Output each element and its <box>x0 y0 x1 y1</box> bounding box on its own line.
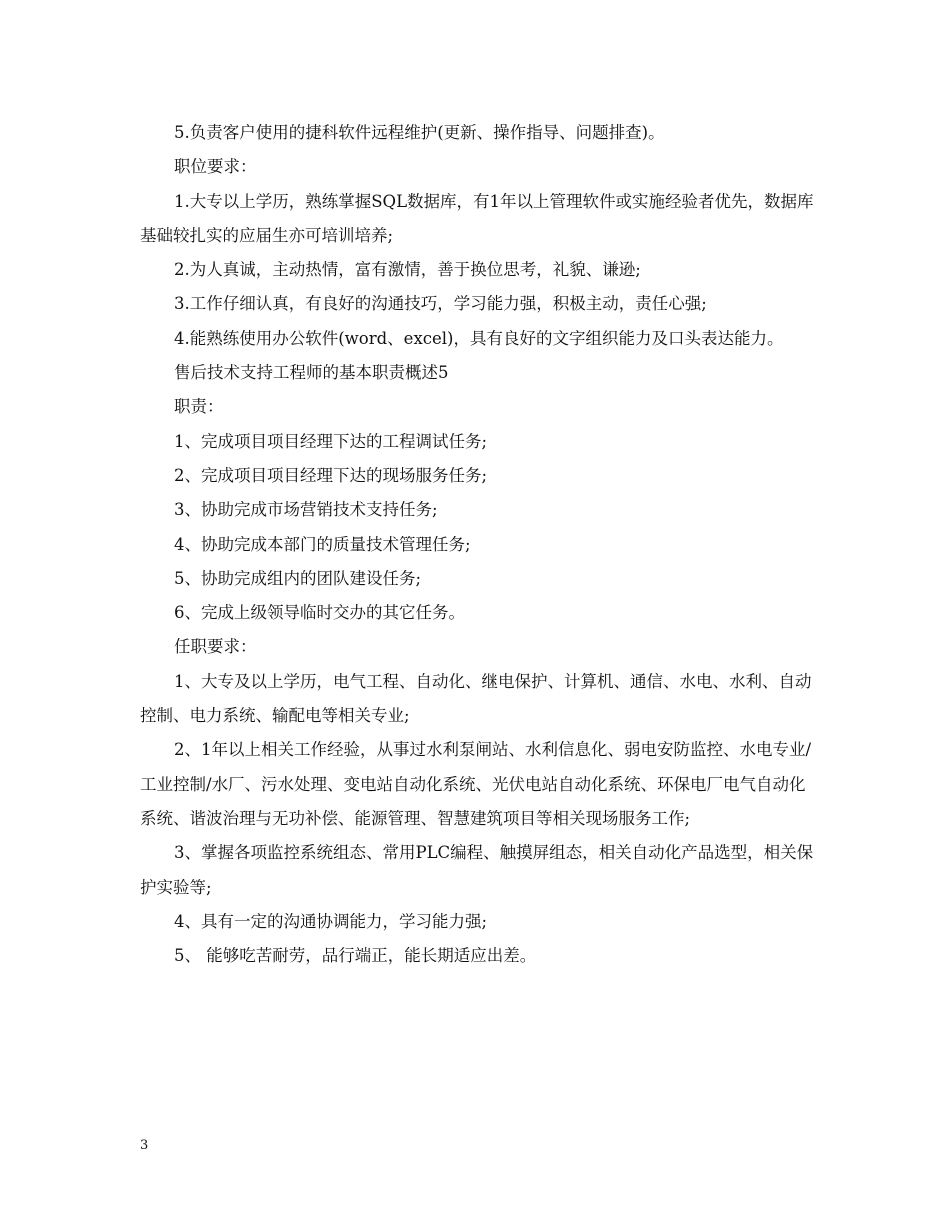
heading-position-requirements: 职位要求： <box>174 157 257 177</box>
document-body <box>140 116 816 973</box>
paragraph-job-requirement-3: 3、掌握各项监控系统组态、常用PLC编程、触摸屏组态，相关自动化产品选型，相关保护实验等; <box>140 843 814 897</box>
paragraph-requirement-4: 4.能熟练使用办公软件(word、excel)，具有良好的文字组织能力及口头表达能力。 <box>174 328 784 348</box>
paragraph-requirement-1: 1.大专以上学历，熟练掌握SQL数据库，有1年以上管理软件或实施经验者优先，数据库基础较扎实的应届生亦可培训培养; <box>140 191 814 245</box>
paragraph-requirement-3: 3.工作仔细认真，有良好的沟通技巧，学习能力强，积极主动，责任心强; <box>174 294 707 314</box>
paragraph-job-requirement-1: 1、大专及以上学历，电气工程、自动化、继电保护、计算机、通信、水电、水利、自动控制、电力系统、输配电等相关专业; <box>140 671 812 726</box>
paragraph-duty-2: 2、完成项目项目经理下达的现场服务任务; <box>174 465 488 485</box>
heading-job-requirements: 任职要求： <box>174 637 257 657</box>
paragraph-duty-3: 3、协助完成市场营销技术支持任务; <box>174 500 438 520</box>
section-title-overview-5: 售后技术支持工程师的基本职责概述5 <box>174 363 449 383</box>
paragraph-duty-1: 1、完成项目项目经理下达的工程调试任务; <box>174 431 488 451</box>
page-number: 3 <box>140 1138 149 1153</box>
paragraph-job-requirement-2: 2、1年以上相关工作经验，从事过水利泵闸站、水利信息化、弱电安防监控、水电专业/工业控制/水厂、污水处理、变电站自动化系统、光伏电站自动化系统、环保电厂电气自动化系统、谐波治理与无功补偿、能源管理、智慧建筑项目等相关现场服务工作; <box>140 740 812 828</box>
paragraph-duty-4: 4、协助完成本部门的质量技术管理任务; <box>174 534 471 554</box>
paragraph-duty-6: 6、完成上级领导临时交办的其它任务。 <box>174 603 465 623</box>
paragraph-job-requirement-5: 5、 能够吃苦耐劳，品行端正，能长期适应出差。 <box>174 946 537 966</box>
paragraph-job-requirement-4: 4、具有一定的沟通协调能力，学习能力强; <box>174 911 488 931</box>
paragraph-requirement-2: 2.为人真诚，主动热情，富有激情，善于换位思考，礼貌、谦逊; <box>174 260 641 280</box>
heading-duties: 职责： <box>174 397 224 417</box>
paragraph-duty-5: 5、协助完成组内的团队建设任务; <box>174 568 422 588</box>
paragraph-remote-maintenance: 5.负责客户使用的捷科软件远程维护(更新、操作指导、问题排查)。 <box>174 123 665 142</box>
